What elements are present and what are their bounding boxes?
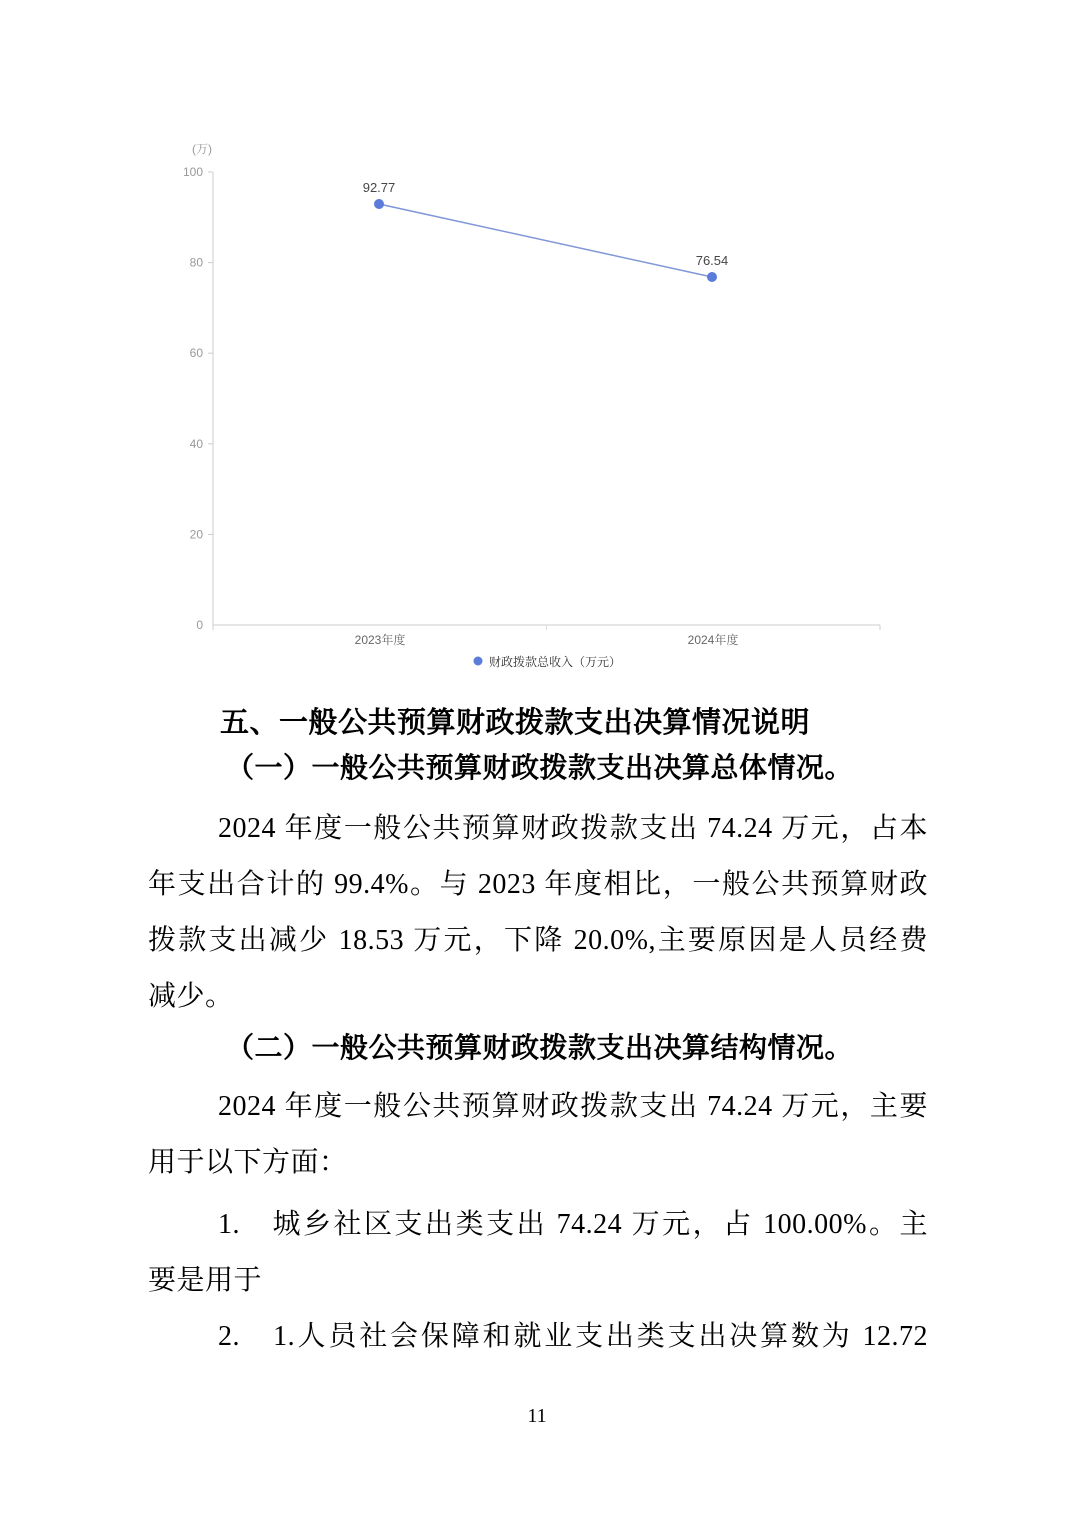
data-label-2024: 76.54 — [695, 253, 729, 268]
list-item-1-line-2: 要是用于 — [148, 1265, 263, 1296]
y-tick-label: 20 — [189, 527, 203, 542]
y-tick-label: 60 — [189, 346, 203, 361]
y-tick-label: 40 — [189, 436, 203, 451]
y-tick-label: 100 — [182, 165, 203, 179]
page-number: 11 — [527, 1405, 547, 1427]
series-line — [379, 204, 712, 277]
paragraph-2-line-2: 用于以下方面： — [148, 1147, 348, 1178]
fiscal-income-line-chart — [150, 130, 940, 680]
chart-canvas — [150, 130, 940, 680]
paragraph-1-line-1: 2024 年度一般公共预算财政拨款支出 74.24 万元，占本 — [218, 813, 928, 844]
y-tick-label: 80 — [189, 255, 203, 270]
list-item-2-line-1: 2. 1.人员社会保障和就业支出类支出决算数为 12.72 — [218, 1321, 928, 1352]
data-point-2023 — [374, 199, 384, 209]
subsection-2-heading: （二）一般公共预算财政拨款支出决算结构情况。 — [226, 1033, 854, 1064]
legend-label: 财政拨款总收入（万元） — [489, 655, 622, 669]
x-tick-label-2023: 2023年度 — [354, 633, 406, 647]
y-tick-label: 0 — [196, 618, 203, 632]
paragraph-1-line-4: 减少。 — [148, 981, 234, 1012]
x-tick-label-2024: 2024年度 — [687, 633, 739, 647]
y-axis-unit-label: (万) — [192, 142, 212, 156]
data-label-2023: 92.77 — [362, 180, 396, 195]
subsection-1-heading: （一）一般公共预算财政拨款支出决算总体情况。 — [226, 753, 854, 784]
legend-marker-icon — [474, 657, 483, 666]
list-item-1-line-1: 1. 城乡社区支出类支出 74.24 万元，占 100.00%。主 — [218, 1209, 928, 1240]
section-heading: 五、一般公共预算财政拨款支出决算情况说明 — [220, 707, 811, 739]
paragraph-2-line-1: 2024 年度一般公共预算财政拨款支出 74.24 万元，主要 — [218, 1091, 928, 1122]
paragraph-1-line-3: 拨款支出减少 18.53 万元，下降 20.0%,主要原因是人员经费 — [148, 925, 928, 956]
paragraph-1-line-2: 年支出合计的 99.4%。与 2023 年度相比，一般公共预算财政 — [148, 869, 928, 900]
data-point-2024 — [707, 272, 717, 282]
